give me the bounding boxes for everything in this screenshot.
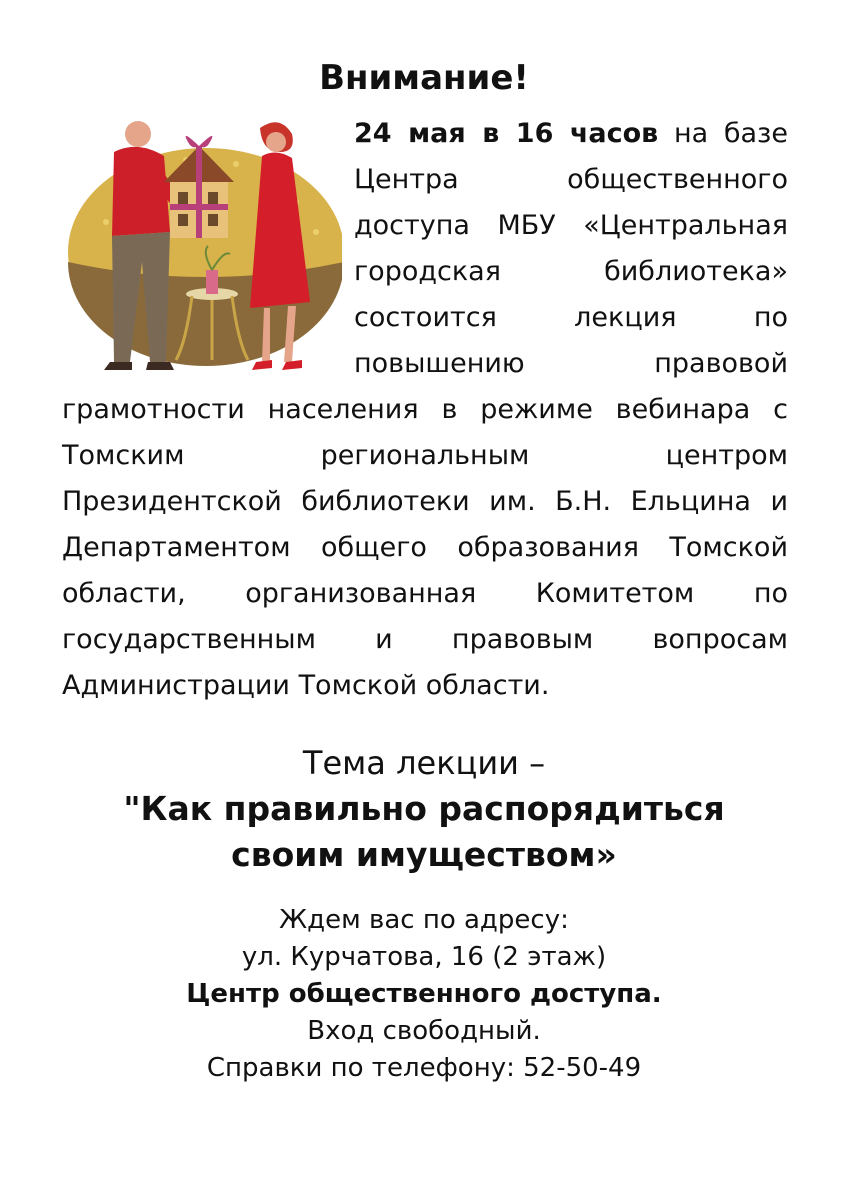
announcement-full-width (62, 387, 788, 709)
page-title: Внимание! (319, 58, 529, 98)
announcement-line: Томским региональным центром (62, 440, 788, 471)
topic-intro: Тема лекции – (302, 744, 546, 782)
announcement-line: государственным и правовым вопросам (62, 624, 788, 655)
announcement-line: области, организованная Комитетом по (62, 578, 788, 609)
announcement-line: Президентской библиотеки им. Б.Н. Ельцина и (62, 486, 788, 517)
announcement-line: 24 мая в 16 часов на базе (354, 118, 788, 149)
contact-info (0, 902, 848, 1087)
topic-title-line: "Как правильно распорядиться (123, 789, 725, 828)
topic-title-line: своим имуществом» (231, 835, 617, 874)
announcement-line: городская библиотека» (354, 256, 788, 287)
couple-house-gift-illustration (66, 112, 342, 380)
phone-text: Справки по телефону: 52-50-49 (206, 1053, 642, 1083)
address-text: ул. Курчатова, 16 (2 этаж) (241, 942, 607, 972)
invite-text: Ждем вас по адресу: (279, 905, 569, 935)
announcement-line: доступа МБУ «Центральная (354, 210, 788, 241)
topic-title (0, 786, 848, 878)
announcement-line: повышению правовой (354, 348, 788, 379)
event-date: 24 мая в 16 часов (354, 118, 659, 149)
announcement-right-column (354, 111, 788, 387)
announcement-line: Департаментом общего образования Томской (62, 532, 788, 563)
announcement-line: Центра общественного (354, 164, 788, 195)
entry-text: Вход свободный. (307, 1016, 541, 1046)
center-name: Центр общественного доступа. (186, 979, 662, 1009)
announcement-line: Администрации Томской области. (62, 670, 550, 701)
announcement-line: грамотности населения в режиме вебинара с (62, 394, 788, 425)
announcement-line: состоится лекция по (354, 302, 788, 333)
